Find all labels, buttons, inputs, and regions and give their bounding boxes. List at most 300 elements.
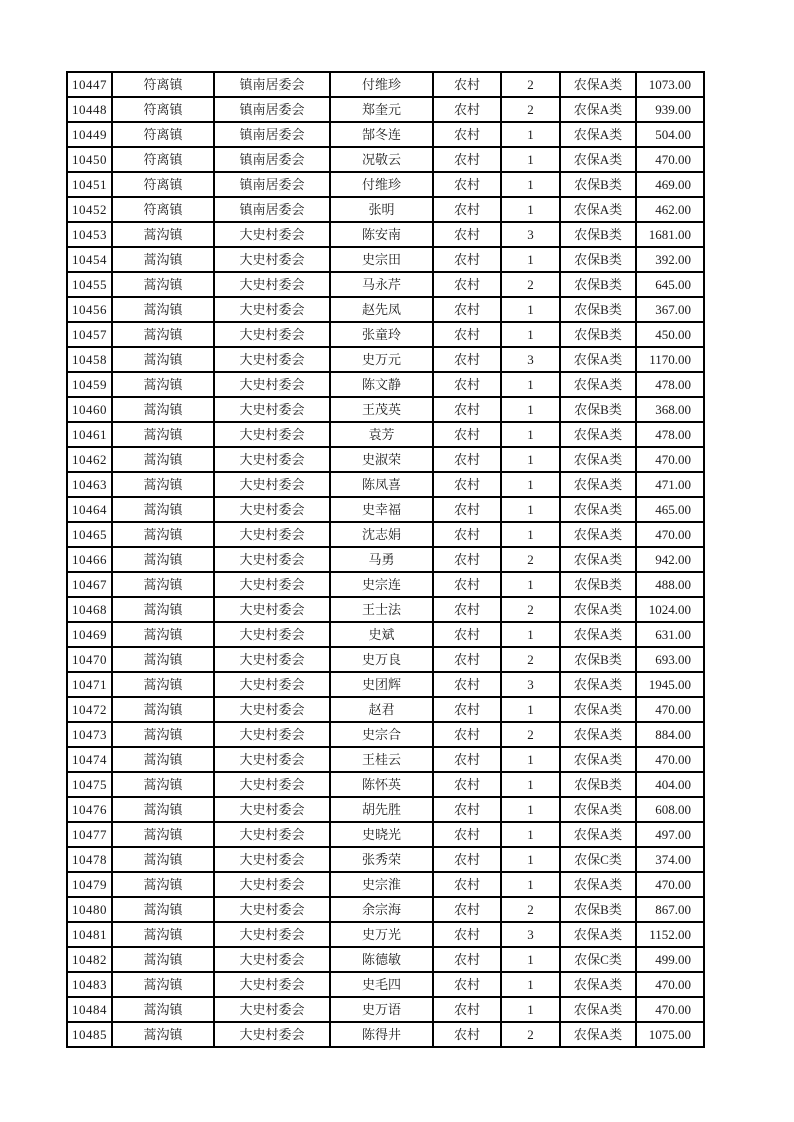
cell-amount: 470.00: [636, 447, 704, 472]
cell-person-name: 余宗海: [330, 897, 433, 922]
cell-record-id: 10467: [67, 572, 112, 597]
cell-amount: 939.00: [636, 97, 704, 122]
cell-amount: 1681.00: [636, 222, 704, 247]
cell-village-committee: 大史村委会: [214, 472, 330, 497]
cell-residence-type: 农村: [433, 347, 501, 372]
cell-village-committee: 大史村委会: [214, 997, 330, 1022]
cell-residence-type: 农村: [433, 872, 501, 897]
cell-person-count: 3: [501, 347, 560, 372]
cell-residence-type: 农村: [433, 97, 501, 122]
cell-amount: 1152.00: [636, 922, 704, 947]
cell-insurance-category: 农保C类: [560, 847, 636, 872]
cell-insurance-category: 农保A类: [560, 522, 636, 547]
cell-insurance-category: 农保A类: [560, 347, 636, 372]
table-row: [67, 697, 704, 722]
cell-town: 蒿沟镇: [112, 797, 214, 822]
cell-town: 蒿沟镇: [112, 647, 214, 672]
cell-amount: 504.00: [636, 122, 704, 147]
cell-person-name: 史淑荣: [330, 447, 433, 472]
cell-insurance-category: 农保B类: [560, 247, 636, 272]
cell-town: 蒿沟镇: [112, 422, 214, 447]
cell-amount: 1024.00: [636, 597, 704, 622]
table-row: [67, 347, 704, 372]
cell-person-count: 1: [501, 822, 560, 847]
cell-town: 蒿沟镇: [112, 272, 214, 297]
cell-residence-type: 农村: [433, 772, 501, 797]
cell-insurance-category: 农保A类: [560, 722, 636, 747]
cell-residence-type: 农村: [433, 1022, 501, 1047]
cell-person-name: 史斌: [330, 622, 433, 647]
cell-person-count: 1: [501, 247, 560, 272]
cell-village-committee: 镇南居委会: [214, 172, 330, 197]
table-row: [67, 147, 704, 172]
cell-person-count: 1: [501, 522, 560, 547]
cell-amount: 368.00: [636, 397, 704, 422]
cell-town: 符离镇: [112, 172, 214, 197]
cell-amount: 470.00: [636, 997, 704, 1022]
cell-residence-type: 农村: [433, 847, 501, 872]
cell-insurance-category: 农保B类: [560, 322, 636, 347]
table-row: [67, 172, 704, 197]
cell-insurance-category: 农保B类: [560, 222, 636, 247]
cell-person-name: 史毛四: [330, 972, 433, 997]
cell-record-id: 10462: [67, 447, 112, 472]
cell-amount: 462.00: [636, 197, 704, 222]
cell-record-id: 10469: [67, 622, 112, 647]
table-row: [67, 672, 704, 697]
table-row: [67, 872, 704, 897]
cell-amount: 1170.00: [636, 347, 704, 372]
table-row: [67, 497, 704, 522]
cell-town: 符离镇: [112, 197, 214, 222]
cell-insurance-category: 农保A类: [560, 447, 636, 472]
cell-person-name: 付维珍: [330, 72, 433, 97]
cell-person-count: 1: [501, 997, 560, 1022]
cell-amount: 499.00: [636, 947, 704, 972]
cell-person-name: 况敬云: [330, 147, 433, 172]
cell-amount: 1073.00: [636, 72, 704, 97]
cell-village-committee: 镇南居委会: [214, 122, 330, 147]
cell-amount: 450.00: [636, 322, 704, 347]
cell-insurance-category: 农保A类: [560, 472, 636, 497]
cell-amount: 470.00: [636, 747, 704, 772]
table-row: [67, 272, 704, 297]
cell-record-id: 10449: [67, 122, 112, 147]
cell-insurance-category: 农保A类: [560, 197, 636, 222]
cell-village-committee: 大史村委会: [214, 797, 330, 822]
cell-insurance-category: 农保A类: [560, 422, 636, 447]
cell-amount: 471.00: [636, 472, 704, 497]
cell-record-id: 10451: [67, 172, 112, 197]
cell-town: 蒿沟镇: [112, 672, 214, 697]
table-row: [67, 222, 704, 247]
cell-village-committee: 大史村委会: [214, 947, 330, 972]
cell-village-committee: 大史村委会: [214, 547, 330, 572]
cell-town: 蒿沟镇: [112, 522, 214, 547]
cell-insurance-category: 农保B类: [560, 272, 636, 297]
cell-amount: 488.00: [636, 572, 704, 597]
cell-village-committee: 大史村委会: [214, 397, 330, 422]
table-row: [67, 397, 704, 422]
cell-village-committee: 大史村委会: [214, 372, 330, 397]
cell-amount: 478.00: [636, 372, 704, 397]
cell-person-name: 郑奎元: [330, 97, 433, 122]
cell-residence-type: 农村: [433, 947, 501, 972]
cell-record-id: 10457: [67, 322, 112, 347]
cell-town: 蒿沟镇: [112, 972, 214, 997]
cell-town: 蒿沟镇: [112, 1022, 214, 1047]
cell-insurance-category: 农保B类: [560, 572, 636, 597]
cell-person-count: 3: [501, 672, 560, 697]
cell-person-count: 1: [501, 447, 560, 472]
cell-amount: 469.00: [636, 172, 704, 197]
cell-person-count: 1: [501, 297, 560, 322]
cell-village-committee: 镇南居委会: [214, 72, 330, 97]
table-row: [67, 372, 704, 397]
cell-record-id: 10483: [67, 972, 112, 997]
table-row: [67, 197, 704, 222]
cell-person-count: 1: [501, 197, 560, 222]
cell-amount: 645.00: [636, 272, 704, 297]
cell-record-id: 10471: [67, 672, 112, 697]
cell-insurance-category: 农保A类: [560, 697, 636, 722]
cell-person-name: 史万元: [330, 347, 433, 372]
cell-record-id: 10453: [67, 222, 112, 247]
cell-amount: 608.00: [636, 797, 704, 822]
cell-record-id: 10452: [67, 197, 112, 222]
cell-person-count: 2: [501, 647, 560, 672]
cell-person-count: 1: [501, 497, 560, 522]
cell-record-id: 10465: [67, 522, 112, 547]
table-row: [67, 472, 704, 497]
table-row: [67, 72, 704, 97]
payment-roster-table: [66, 71, 705, 1048]
cell-residence-type: 农村: [433, 247, 501, 272]
cell-amount: 867.00: [636, 897, 704, 922]
cell-person-count: 1: [501, 172, 560, 197]
table-row: [67, 972, 704, 997]
table-row: [67, 947, 704, 972]
cell-village-committee: 大史村委会: [214, 647, 330, 672]
cell-insurance-category: 农保B类: [560, 397, 636, 422]
cell-person-count: 1: [501, 697, 560, 722]
cell-village-committee: 大史村委会: [214, 772, 330, 797]
table-row: [67, 97, 704, 122]
cell-residence-type: 农村: [433, 797, 501, 822]
table-row: [67, 122, 704, 147]
table-row: [67, 747, 704, 772]
cell-amount: 1945.00: [636, 672, 704, 697]
cell-person-count: 1: [501, 797, 560, 822]
cell-person-name: 沈志娟: [330, 522, 433, 547]
cell-town: 蒿沟镇: [112, 247, 214, 272]
cell-insurance-category: 农保B类: [560, 297, 636, 322]
cell-residence-type: 农村: [433, 972, 501, 997]
cell-residence-type: 农村: [433, 172, 501, 197]
cell-residence-type: 农村: [433, 297, 501, 322]
table-row: [67, 297, 704, 322]
cell-insurance-category: 农保A类: [560, 997, 636, 1022]
cell-record-id: 10475: [67, 772, 112, 797]
cell-person-count: 1: [501, 747, 560, 772]
cell-town: 符离镇: [112, 72, 214, 97]
table-row: [67, 922, 704, 947]
cell-town: 蒿沟镇: [112, 322, 214, 347]
cell-record-id: 10448: [67, 97, 112, 122]
cell-person-count: 2: [501, 97, 560, 122]
cell-person-count: 2: [501, 897, 560, 922]
cell-residence-type: 农村: [433, 72, 501, 97]
cell-town: 蒿沟镇: [112, 572, 214, 597]
table-row: [67, 572, 704, 597]
cell-insurance-category: 农保A类: [560, 72, 636, 97]
cell-person-name: 陈文静: [330, 372, 433, 397]
cell-person-name: 王桂云: [330, 747, 433, 772]
cell-record-id: 10464: [67, 497, 112, 522]
cell-insurance-category: 农保A类: [560, 1022, 636, 1047]
table-row: [67, 797, 704, 822]
cell-residence-type: 农村: [433, 897, 501, 922]
cell-record-id: 10477: [67, 822, 112, 847]
cell-insurance-category: 农保A类: [560, 497, 636, 522]
cell-person-count: 2: [501, 722, 560, 747]
cell-village-committee: 大史村委会: [214, 822, 330, 847]
table-row: [67, 622, 704, 647]
cell-town: 蒿沟镇: [112, 897, 214, 922]
cell-village-committee: 大史村委会: [214, 247, 330, 272]
cell-person-name: 马永芹: [330, 272, 433, 297]
cell-amount: 392.00: [636, 247, 704, 272]
cell-person-name: 陈德敏: [330, 947, 433, 972]
cell-village-committee: 大史村委会: [214, 622, 330, 647]
cell-town: 蒿沟镇: [112, 747, 214, 772]
cell-village-committee: 大史村委会: [214, 572, 330, 597]
cell-town: 符离镇: [112, 147, 214, 172]
cell-insurance-category: 农保A类: [560, 97, 636, 122]
cell-residence-type: 农村: [433, 822, 501, 847]
cell-record-id: 10458: [67, 347, 112, 372]
table-row: [67, 247, 704, 272]
cell-residence-type: 农村: [433, 672, 501, 697]
cell-record-id: 10455: [67, 272, 112, 297]
cell-insurance-category: 农保A类: [560, 147, 636, 172]
cell-record-id: 10482: [67, 947, 112, 972]
cell-town: 蒿沟镇: [112, 922, 214, 947]
table-row: [67, 997, 704, 1022]
table-row: [67, 897, 704, 922]
cell-village-committee: 大史村委会: [214, 922, 330, 947]
cell-amount: 942.00: [636, 547, 704, 572]
cell-person-count: 1: [501, 772, 560, 797]
cell-person-name: 马勇: [330, 547, 433, 572]
cell-person-count: 1: [501, 847, 560, 872]
cell-person-name: 胡先胜: [330, 797, 433, 822]
cell-record-id: 10456: [67, 297, 112, 322]
table-row: [67, 522, 704, 547]
cell-residence-type: 农村: [433, 397, 501, 422]
cell-town: 符离镇: [112, 97, 214, 122]
cell-record-id: 10480: [67, 897, 112, 922]
cell-insurance-category: 农保B类: [560, 897, 636, 922]
cell-residence-type: 农村: [433, 122, 501, 147]
table-body: [67, 72, 704, 1047]
cell-residence-type: 农村: [433, 147, 501, 172]
cell-insurance-category: 农保A类: [560, 797, 636, 822]
cell-record-id: 10474: [67, 747, 112, 772]
cell-town: 蒿沟镇: [112, 697, 214, 722]
cell-town: 蒿沟镇: [112, 947, 214, 972]
cell-record-id: 10466: [67, 547, 112, 572]
cell-person-name: 陈怀英: [330, 772, 433, 797]
cell-town: 蒿沟镇: [112, 222, 214, 247]
cell-person-count: 1: [501, 472, 560, 497]
cell-person-name: 郜冬连: [330, 122, 433, 147]
cell-residence-type: 农村: [433, 497, 501, 522]
cell-amount: 884.00: [636, 722, 704, 747]
cell-town: 蒿沟镇: [112, 372, 214, 397]
cell-town: 蒿沟镇: [112, 997, 214, 1022]
cell-person-name: 史幸福: [330, 497, 433, 522]
cell-residence-type: 农村: [433, 522, 501, 547]
cell-village-committee: 大史村委会: [214, 672, 330, 697]
table-row: [67, 847, 704, 872]
cell-person-count: 1: [501, 622, 560, 647]
cell-insurance-category: 农保A类: [560, 747, 636, 772]
cell-insurance-category: 农保A类: [560, 372, 636, 397]
cell-village-committee: 镇南居委会: [214, 147, 330, 172]
cell-person-count: 1: [501, 422, 560, 447]
cell-residence-type: 农村: [433, 547, 501, 572]
cell-person-name: 张秀荣: [330, 847, 433, 872]
cell-insurance-category: 农保A类: [560, 622, 636, 647]
cell-record-id: 10460: [67, 397, 112, 422]
table-row: [67, 547, 704, 572]
cell-person-name: 史宗田: [330, 247, 433, 272]
cell-amount: 470.00: [636, 522, 704, 547]
cell-amount: 478.00: [636, 422, 704, 447]
cell-residence-type: 农村: [433, 272, 501, 297]
cell-insurance-category: 农保A类: [560, 597, 636, 622]
cell-insurance-category: 农保A类: [560, 872, 636, 897]
cell-person-count: 1: [501, 872, 560, 897]
cell-person-count: 1: [501, 322, 560, 347]
cell-residence-type: 农村: [433, 697, 501, 722]
cell-person-count: 2: [501, 597, 560, 622]
cell-amount: 470.00: [636, 872, 704, 897]
cell-person-name: 陈安南: [330, 222, 433, 247]
cell-record-id: 10476: [67, 797, 112, 822]
cell-person-name: 付维珍: [330, 172, 433, 197]
cell-town: 蒿沟镇: [112, 547, 214, 572]
cell-person-count: 1: [501, 372, 560, 397]
cell-village-committee: 大史村委会: [214, 497, 330, 522]
cell-record-id: 10461: [67, 422, 112, 447]
cell-insurance-category: 农保A类: [560, 672, 636, 697]
table-row: [67, 447, 704, 472]
cell-village-committee: 大史村委会: [214, 697, 330, 722]
cell-person-name: 张童玲: [330, 322, 433, 347]
cell-person-count: 1: [501, 947, 560, 972]
cell-residence-type: 农村: [433, 747, 501, 772]
cell-person-name: 史团辉: [330, 672, 433, 697]
cell-insurance-category: 农保B类: [560, 647, 636, 672]
cell-residence-type: 农村: [433, 572, 501, 597]
table-row: [67, 1022, 704, 1047]
cell-record-id: 10450: [67, 147, 112, 172]
cell-person-name: 赵君: [330, 697, 433, 722]
cell-person-count: 2: [501, 72, 560, 97]
cell-residence-type: 农村: [433, 322, 501, 347]
cell-village-committee: 镇南居委会: [214, 97, 330, 122]
cell-person-name: 史万良: [330, 647, 433, 672]
cell-town: 蒿沟镇: [112, 872, 214, 897]
cell-amount: 470.00: [636, 972, 704, 997]
cell-person-count: 2: [501, 1022, 560, 1047]
cell-person-count: 1: [501, 147, 560, 172]
cell-record-id: 10459: [67, 372, 112, 397]
table-row: [67, 772, 704, 797]
cell-insurance-category: 农保A类: [560, 122, 636, 147]
cell-village-committee: 镇南居委会: [214, 197, 330, 222]
cell-amount: 497.00: [636, 822, 704, 847]
cell-residence-type: 农村: [433, 422, 501, 447]
cell-record-id: 10473: [67, 722, 112, 747]
cell-person-name: 史宗淮: [330, 872, 433, 897]
cell-village-committee: 大史村委会: [214, 722, 330, 747]
cell-insurance-category: 农保B类: [560, 772, 636, 797]
cell-village-committee: 大史村委会: [214, 222, 330, 247]
cell-residence-type: 农村: [433, 922, 501, 947]
cell-amount: 470.00: [636, 147, 704, 172]
cell-town: 蒿沟镇: [112, 397, 214, 422]
cell-person-name: 史万光: [330, 922, 433, 947]
cell-record-id: 10479: [67, 872, 112, 897]
cell-amount: 470.00: [636, 697, 704, 722]
cell-amount: 465.00: [636, 497, 704, 522]
cell-amount: 693.00: [636, 647, 704, 672]
cell-insurance-category: 农保A类: [560, 922, 636, 947]
cell-residence-type: 农村: [433, 647, 501, 672]
table-row: [67, 422, 704, 447]
cell-insurance-category: 农保B类: [560, 172, 636, 197]
cell-person-name: 史晓光: [330, 822, 433, 847]
cell-person-name: 史宗连: [330, 572, 433, 597]
cell-town: 蒿沟镇: [112, 447, 214, 472]
cell-person-name: 袁芳: [330, 422, 433, 447]
cell-amount: 367.00: [636, 297, 704, 322]
cell-village-committee: 大史村委会: [214, 597, 330, 622]
cell-village-committee: 大史村委会: [214, 272, 330, 297]
cell-town: 蒿沟镇: [112, 297, 214, 322]
cell-record-id: 10472: [67, 697, 112, 722]
cell-village-committee: 大史村委会: [214, 747, 330, 772]
cell-amount: 404.00: [636, 772, 704, 797]
cell-residence-type: 农村: [433, 622, 501, 647]
cell-record-id: 10468: [67, 597, 112, 622]
table-row: [67, 822, 704, 847]
cell-town: 蒿沟镇: [112, 472, 214, 497]
table-row: [67, 647, 704, 672]
cell-village-committee: 大史村委会: [214, 897, 330, 922]
cell-person-count: 1: [501, 572, 560, 597]
cell-village-committee: 大史村委会: [214, 447, 330, 472]
cell-person-count: 2: [501, 272, 560, 297]
cell-village-committee: 大史村委会: [214, 347, 330, 372]
cell-town: 蒿沟镇: [112, 722, 214, 747]
cell-person-name: 王士法: [330, 597, 433, 622]
cell-record-id: 10463: [67, 472, 112, 497]
cell-town: 蒿沟镇: [112, 622, 214, 647]
